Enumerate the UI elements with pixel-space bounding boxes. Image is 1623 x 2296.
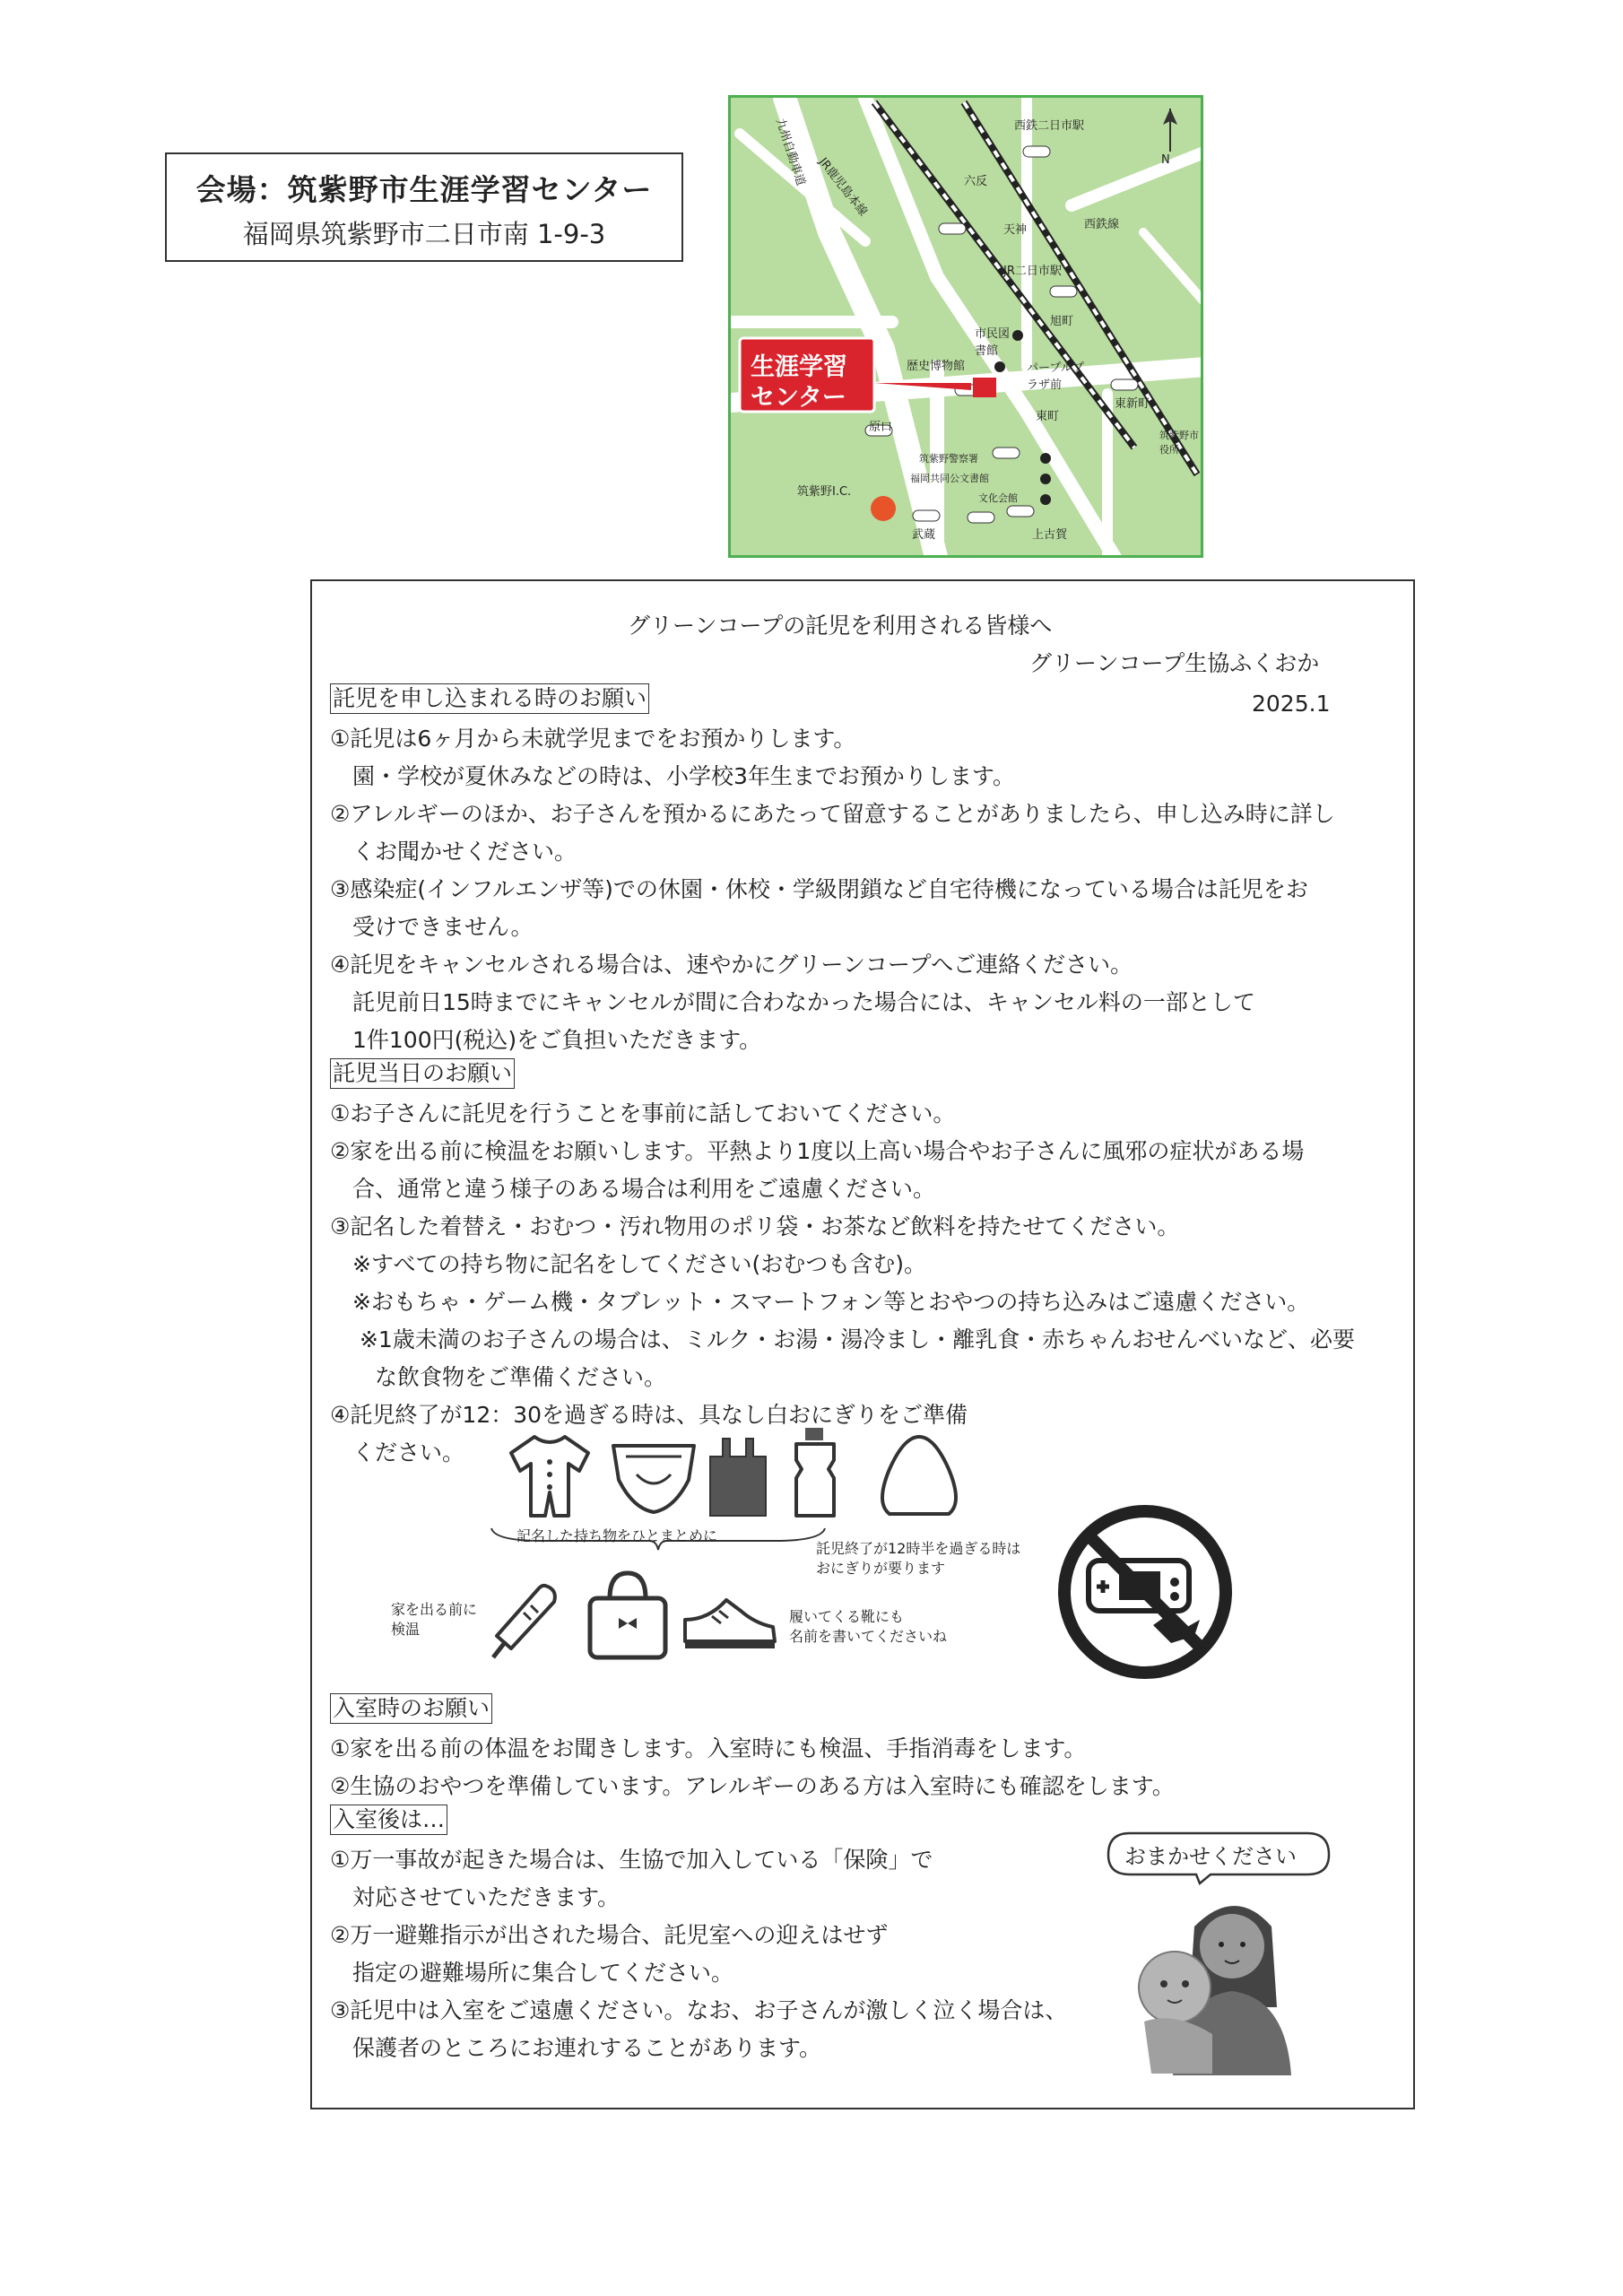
- after-entry-line: 指定の避難場所に集合してください。: [330, 1960, 734, 1986]
- plastic-bag-icon: [698, 1430, 778, 1523]
- water-bottle-icon: [784, 1424, 846, 1523]
- application-line: くお聞かせください。: [330, 839, 577, 865]
- section-heading-day-of: 託児当日のお願い: [330, 1058, 515, 1089]
- map-label-musashi: 武蔵: [912, 528, 936, 542]
- map-label-jr-futsukaichi: JR二日市駅: [1003, 265, 1062, 278]
- application-line: 受けできません。: [330, 914, 534, 940]
- day-of-line: ①お子さんに託児を行うことを事前に話しておいてください。: [330, 1100, 956, 1126]
- diaper-icon: [606, 1430, 701, 1523]
- venue-address: 福岡県筑紫野市二日市南 1-9-3: [242, 219, 606, 249]
- entry-line: ②生協のおやつを準備しています。アレルギーのある方は入室時にも確認をします。: [330, 1773, 1175, 1799]
- map-label-jr-line: JR鹿児島本線: [816, 155, 870, 220]
- map-label-rokutan: 六反: [964, 175, 988, 188]
- map-label-expressway: 九州自動車道: [772, 117, 808, 188]
- after-entry-line: ①万一事故が起きた場合は、生協で加入している「保険」で: [330, 1847, 933, 1873]
- application-line: 1件100円(税込)をご負担いただきます。: [330, 1027, 762, 1053]
- bag-icon: [579, 1564, 676, 1665]
- application-line: ④託児をキャンセルされる場合は、速やかにグリーンコープへご連絡ください。: [330, 952, 1133, 978]
- notice-org: グリーンコープ生協ふくおか: [1029, 650, 1320, 676]
- caregiver-holding-baby-icon: [1119, 1891, 1316, 2079]
- day-of-line: ④託児終了が12：30を過ぎる時は、具なし白おにぎりをご準備: [330, 1402, 968, 1428]
- notice-date: 2025.1: [1252, 691, 1331, 717]
- day-of-line: ②家を出る前に検温をお願いします。平熱より1度以上高い場合やお子さんに風邪の症状がある場: [330, 1138, 1305, 1164]
- section-heading-after-entry: 入室後は…: [330, 1805, 447, 1835]
- map-label-tenjin: 天神: [1003, 223, 1028, 237]
- after-entry-line: 保護者のところにお連れすることがあります。: [330, 2035, 822, 2061]
- after-entry-line: 対応させていただきます。: [330, 1884, 621, 1910]
- speech-text: おまかせください: [1124, 1844, 1297, 1869]
- notice-title: グリーンコープの託児を利用される皆様へ: [628, 613, 1053, 639]
- caption-onigiri-line2: おにぎりが要ります: [816, 1560, 946, 1577]
- application-line: ②アレルギーのほか、お子さんを預かるにあたって留意することがありましたら、申し込み時に詳し: [330, 801, 1335, 827]
- day-of-line: ※1歳未満のお子さんの場合は、ミルク・お湯・湯冷まし・離乳食・赤ちゃんおせんべいなど、必要: [330, 1326, 1356, 1352]
- venue-title: 会場：筑紫野市生涯学習センター: [195, 172, 653, 207]
- entry-line: ①家を出る前の体温をお聞きします。入室時にも検温、手指消毒をします。: [330, 1735, 1087, 1761]
- map-center-label-line2: センター: [751, 384, 846, 412]
- baby-clothes-icon: [502, 1430, 597, 1523]
- map-label-ic: 筑紫野I.C.: [797, 485, 852, 499]
- day-of-line: ※すべての持ち物に記名をしてください(おむつも含む)。: [330, 1251, 926, 1277]
- map-label-higashishinmachi: 東新町: [1115, 397, 1150, 411]
- notice-box: [310, 579, 1415, 2109]
- map-label-purple-plaza: パープルプラザ前: [1027, 361, 1084, 392]
- section-heading-entry: 入室時のお願い: [330, 1693, 492, 1724]
- day-of-line: 合、通常と違う様子のある場合は利用をご遠慮ください。: [330, 1176, 936, 1202]
- caption-shoes-line1: 履いてくる靴にも: [789, 1608, 905, 1625]
- section-heading-application: 託児を申し込まれる時のお願い: [330, 683, 649, 714]
- access-map: [728, 95, 1203, 558]
- map-label-asahimachi: 旭町: [1050, 315, 1074, 328]
- application-line: ①託児は6ヶ月から未就学児までをお預かりします。: [330, 726, 856, 752]
- caption-belongings: 記名した持ち物をひとまとめに: [516, 1527, 718, 1544]
- application-line: 園・学校が夏休みなどの時は、小学校3年生までお預かりします。: [330, 763, 1015, 789]
- map-label-cityhall: 筑紫野市役所: [1159, 430, 1199, 456]
- application-line: ③感染症(インフルエンザ等)での休園・休校・学級閉鎖など自宅待機になっている場合は託児をお: [330, 876, 1308, 902]
- day-of-line: ※おもちゃ・ゲーム機・タブレット・スマートフォン等とおやつの持ち込みはご遠慮ください。: [330, 1289, 1310, 1315]
- map-north-label: N: [1161, 153, 1170, 167]
- after-entry-line: ②万一避難指示が出された場合、託児室への迎えはせず: [330, 1922, 889, 1948]
- shoe-icon: [678, 1584, 780, 1656]
- caption-temp-line2: 検温: [391, 1621, 421, 1638]
- map-center-label-line1: 生涯学習: [751, 353, 847, 381]
- thermometer-icon: [479, 1577, 568, 1666]
- caption-shoes-line2: 名前を書いてくださいね: [789, 1628, 948, 1645]
- map-label-police: 筑紫野警察署: [919, 453, 978, 465]
- application-line: 託児前日15時までにキャンセルが間に合わなかった場合には、キャンセル料の一部として: [330, 989, 1255, 1015]
- map-label-notary: 福岡共同公文書館: [910, 473, 989, 484]
- caption-onigiri-line1: 託児終了が12時半を過ぎる時は: [816, 1540, 1021, 1557]
- map-label-higashimachi: 東町: [1036, 410, 1060, 423]
- map-label-bunka: 文化会館: [978, 492, 1018, 504]
- no-games-sweets-icon: [1053, 1500, 1237, 1684]
- map-label-harakuchi: 原口: [869, 421, 893, 434]
- day-of-line: ください。: [330, 1439, 465, 1465]
- onigiri-icon: [872, 1430, 967, 1523]
- caption-temp-line1: 家を出る前に: [391, 1601, 478, 1618]
- map-label-library: 市民図書館: [975, 327, 1011, 358]
- day-of-line: ③記名した着替え・おむつ・汚れ物用のポリ袋・お茶など飲料を持たせてください。: [330, 1213, 1180, 1239]
- map-label-museum: 歴史博物館: [907, 360, 966, 373]
- venue-box: [165, 152, 683, 262]
- map-label-kamikoga: 上古賀: [1032, 528, 1068, 542]
- map-label-nishitetsu-station: 西鉄線: [1084, 218, 1120, 231]
- map-label-nishitetsu-futsukaichi: 西鉄二日市駅: [1014, 119, 1085, 133]
- day-of-line: な飲食物をご準備ください。: [330, 1364, 667, 1390]
- after-entry-line: ③託児中は入室をご遠慮ください。なお、お子さんが激しく泣く場合は、: [330, 1997, 1068, 2023]
